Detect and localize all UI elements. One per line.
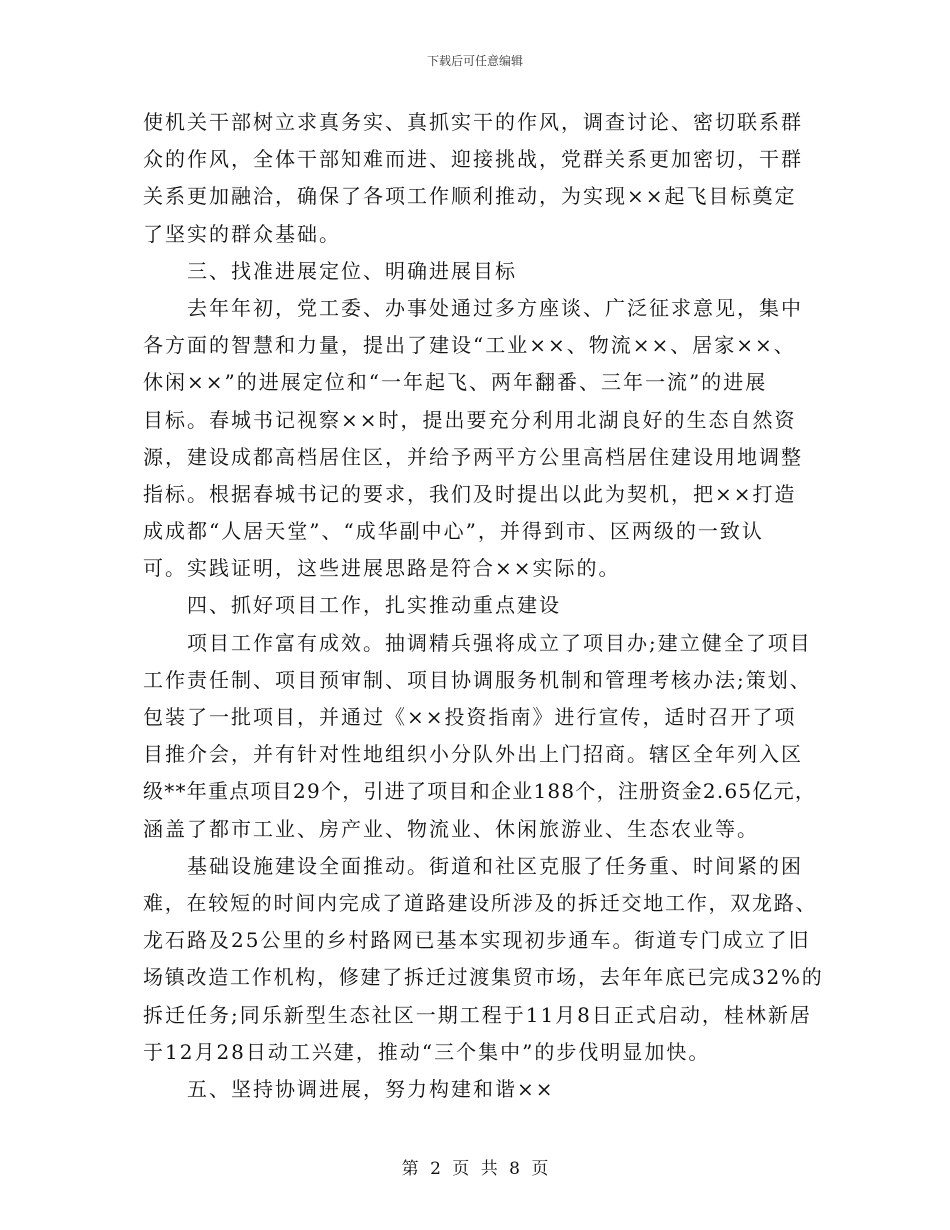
text-line: 关系更加融洽，确保了各项工作顺利推动，为实现××起飞目标奠定 <box>143 184 797 209</box>
text-line: 源，建设成都高档居住区，并给予两平方公里高档居住建设用地调整 <box>143 444 803 469</box>
text-line: 指标。根据春城书记的要求，我们及时提出以此为契机，把××打造 <box>143 481 797 506</box>
text-line: 使机关干部树立求真务实、真抓实干的作风，调查讨论、密切联系群 <box>143 110 803 134</box>
text-line: 项目工作富有成效。抽调精兵强将成立了项目办;建立健全了项目 <box>187 630 812 655</box>
text-line: 难，在较短的时间内完成了道路建设所涉及的拆迁交地工作，双龙路、 <box>143 890 818 915</box>
text-line: 三、找准进展定位、明确进展目标 <box>187 258 517 283</box>
document-body <box>143 104 823 1108</box>
text-line: 场镇改造工作机构，修建了拆迁过渡集贸市场，去年年底已完成32%的 <box>143 965 824 990</box>
page-number: 第 2 页 共 8 页 <box>401 1159 549 1179</box>
text-line: 可。实践证明，这些进展思路是符合××实际的。 <box>143 556 621 581</box>
text-line: 目推介会，并有针对性地组织小分队外出上门招商。辖区全年列入区 <box>143 742 803 767</box>
text-line: 去年年初，党工委、办事处通过多方座谈、广泛征求意见，集中 <box>187 295 803 320</box>
text-line: 于12月28日动工兴建，推动“三个集中”的步伐明显加快。 <box>143 1039 711 1064</box>
text-line: 包装了一批项目，并通过《××投资指南》进行宣传，适时召开了项 <box>143 705 797 729</box>
text-line: 级**年重点项目29个，引进了项目和企业188个，注册资金2.65亿元， <box>143 779 817 804</box>
text-line: 休闲××”的进展定位和“一年起飞、两年翻番、三年一流”的进展 <box>143 370 768 395</box>
text-line: 龙石路及25公里的乡村路网已基本实现初步通车。街道专门成立了旧 <box>143 928 811 953</box>
text-line: 四、抓好项目工作，扎实推动重点建设 <box>187 593 561 618</box>
text-line: 了坚实的群众基础。 <box>143 221 341 246</box>
text-line: 工作责任制、项目预审制、项目协调服务机制和管理考核办法;策划、 <box>143 667 812 692</box>
text-line: 众的作风，全体干部知难而进、迎接挑战，党群关系更加密切，干群 <box>143 147 803 172</box>
text-line: 拆迁任务;同乐新型生态社区一期工程于11月8日正式启动，桂林新居 <box>143 1002 812 1027</box>
page-header: 下载后可任意编辑 <box>426 54 523 68</box>
text-line: 成成都“人居天堂”、“成华副中心”，并得到市、区两级的一致认 <box>143 519 764 544</box>
text-line: 涵盖了都市工业、房产业、物流业、休闲旅游业、生态农业等。 <box>143 816 759 841</box>
text-line: 各方面的智慧和力量，提出了建设“工业××、物流××、居家××、 <box>143 333 796 358</box>
text-line: 基础设施建设全面推动。街道和社区克服了任务重、时间紧的困 <box>187 853 803 878</box>
text-line: 五、坚持协调进展，努力构建和谐×× <box>187 1076 555 1101</box>
text-line: 目标。春城书记视察××时，提出要充分利用北湖良好的生态自然资 <box>143 407 797 432</box>
